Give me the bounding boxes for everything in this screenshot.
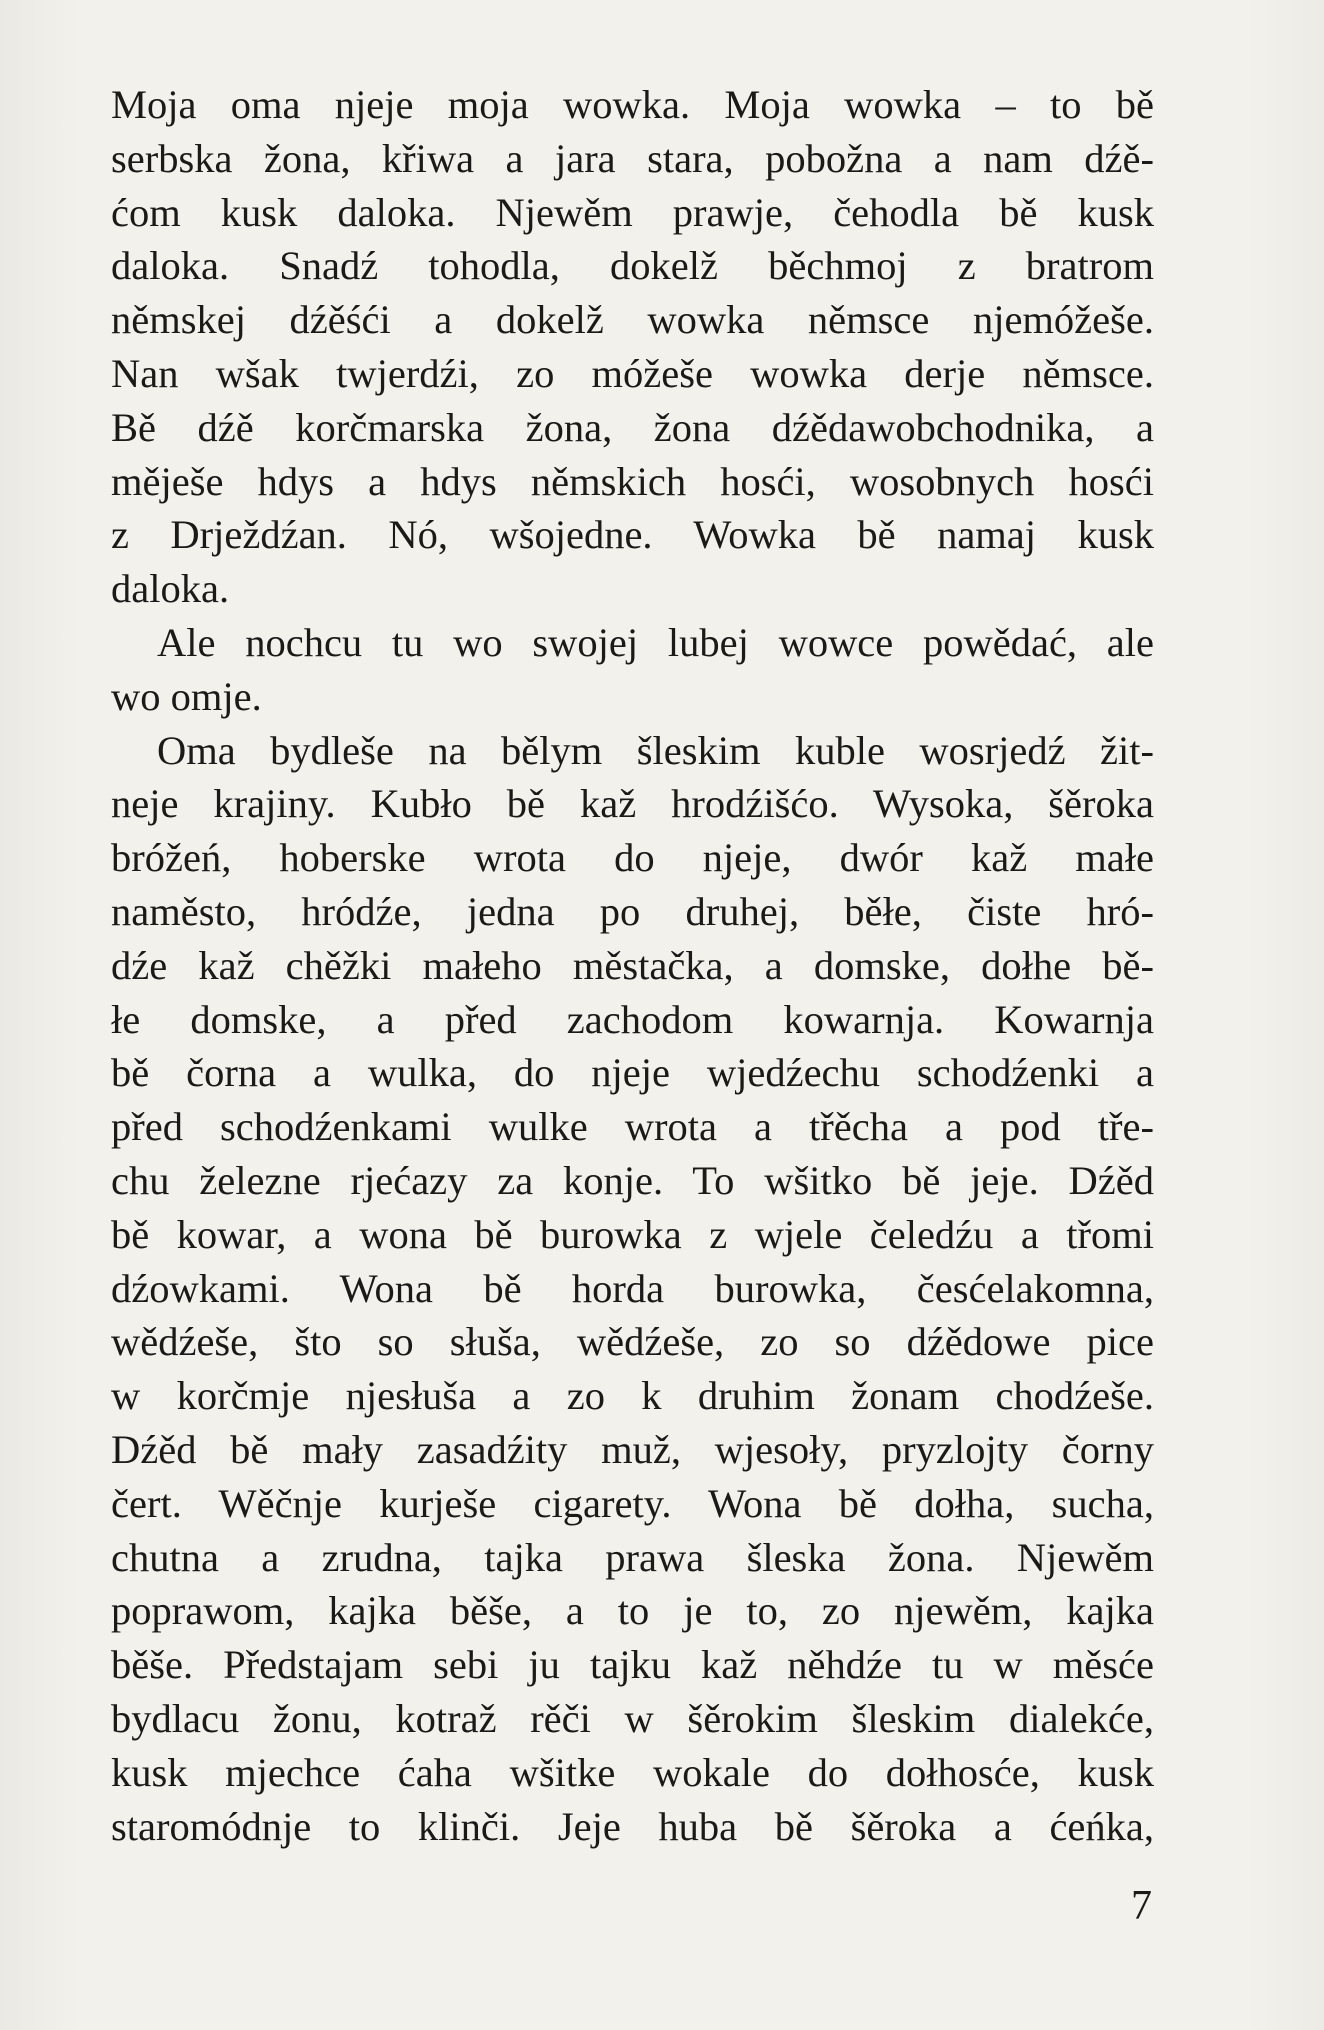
- text-line: Moja oma njeje moja wowka. Moja wowka – to bě: [111, 82, 1154, 127]
- text-line: dźe kaž chěžki małeho městačka, a domske, dołhe bě-: [111, 942, 1154, 988]
- text-line: wědźeše, što so słuša, wědźeše, zo so dźědowe pice: [111, 1319, 1154, 1365]
- text-line: chu železne rjećazy za konje. To wšitko bě jeje. Dźěd: [111, 1157, 1154, 1203]
- text-line: dźowkami. Wona bě horda burowka, česćelakomna,: [111, 1265, 1154, 1311]
- text-line: bydlacu žonu, kotraž rěči w šěrokim šleskim dialekće,: [111, 1695, 1154, 1741]
- text-line: Dźěd bě mały zasadźity muž, wjesoły, pryzlojty čorny: [111, 1426, 1154, 1472]
- text-line: bróžeń, hoberske wrota do njeje, dwór kaž małe: [111, 835, 1154, 881]
- text-line: daloka. Snadź tohodla, dokelž běchmoj z bratrom: [111, 243, 1154, 289]
- text-line: chutna a zrudna, tajka prawa šleska žona. Njewěm: [111, 1534, 1154, 1580]
- text-line: před schodźenkami wulke wrota a třěcha a pod tře-: [111, 1104, 1154, 1150]
- text-line: wo omje.: [111, 673, 262, 719]
- page-number: 7: [1131, 1883, 1152, 1929]
- text-line: měješe hdys a hdys němskich hosći, wosobnych hosći: [111, 458, 1154, 504]
- body-text: [111, 78, 1154, 1853]
- text-line: Bě dźě korčmarska žona, žona dźědawobchodnika, a: [111, 404, 1154, 450]
- text-line: Nan wšak twjerdźi, zo móžeše wowka derje němsce.: [111, 350, 1154, 396]
- text-line: łe domske, a před zachodom kowarnja. Kowarnja: [111, 996, 1154, 1042]
- text-line: Oma bydleše na bělym šleskim kuble wosrjedź žit-: [157, 727, 1154, 773]
- text-line: běše. Předstajam sebi ju tajku kaž něhdźe tu w měsće: [111, 1642, 1154, 1688]
- text-line: Ale nochcu tu wo swojej lubej wowce powědać, ale: [157, 619, 1154, 665]
- text-line: w korčmje njesłuša a zo k druhim žonam chodźeše.: [111, 1373, 1154, 1419]
- text-line: daloka.: [111, 566, 230, 612]
- text-line: bě kowar, a wona bě burowka z wjele čeledźu a třomi: [111, 1211, 1154, 1257]
- paragraph-2: [111, 616, 1154, 724]
- text-line: bě čorna a wulka, do njeje wjedźechu schodźenki a: [111, 1050, 1154, 1096]
- text-line: ćom kusk daloka. Njewěm prawje, čehodla bě kusk: [111, 189, 1154, 235]
- text-line: serbska žona, křiwa a jara stara, pobožna a nam dźě-: [111, 135, 1154, 181]
- text-line: němskej dźěśći a dokelž wowka němsce njemóžeše.: [111, 297, 1154, 343]
- text-line: staromódnje to klinči. Jeje huba bě šěroka a ćeńka,: [111, 1803, 1154, 1849]
- text-line: čert. Wěčnje kurješe cigarety. Wona bě dołha, sucha,: [111, 1480, 1154, 1526]
- text-line: neje krajiny. Kubło bě kaž hrodźišćo. Wysoka, šěroka: [111, 781, 1154, 827]
- paragraph-1: [111, 78, 1154, 616]
- paragraph-3: [111, 724, 1154, 1854]
- text-line: poprawom, kajka běše, a to je to, zo njewěm, kajka: [111, 1588, 1154, 1634]
- text-line: z Drježdźan. Nó, wšojedne. Wowka bě namaj kusk: [111, 512, 1154, 558]
- text-line: naměsto, hródźe, jedna po druhej, běłe, čiste hró-: [111, 888, 1154, 934]
- text-line: kusk mjechce ćaha wšitke wokale do dołhosće, kusk: [111, 1749, 1154, 1795]
